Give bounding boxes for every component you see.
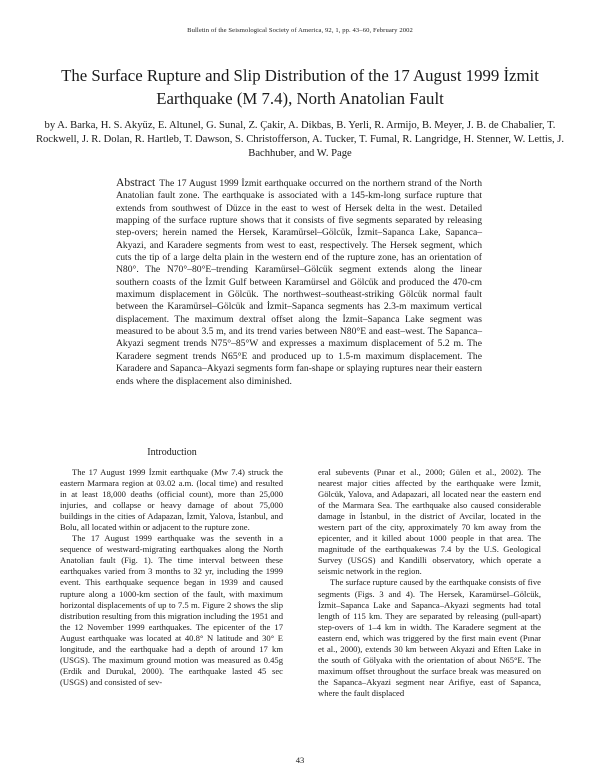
abstract-text: The 17 August 1999 İzmit earthquake occurred on the northern strand of the North Anatolian fault zone. The earthquake is associated with a 145-km-long surface rupture that extends from southwest of Düzce in the east to west of Hersek delta in the west. Detailed mapping of the surface rupture shows that it consists of five segments separated by releasing step-overs; herein named the Hersek, Karamürsel–Gölcük, İzmit–Sapanca Lake, Sapanca–Akyazi, and Karadere segments from west to east, respectively. The Hersek segment, which cuts the tip of a large delta plain in the western end of the rupture zone, has an orientation of N80°. The N70°–80°E–trending Karamürsel–Gölcük segment extends along the linear southern coasts of the İzmit Gulf between Karamürsel and Gölcük and produced the 470-cm maximum displacement in Gölcük. The northwest–southeast-striking Gölcük normal fault between the Karamürsel–Gölcük and İzmit–Sapanca segments has 2.3-m maximum vertical displacement. The maximum dextral offset along the İzmit–Sapanca Lake segment was measured to be about 3.5 m, and its trend varies between N80°E and east–west. The Sapanca–Akyazi segment trends N75°–85°W and expresses a maximum displacement of 5.2 m. The Karadere segment trends N65°E and produced up to 1.5-m maximum displacement. The Karadere and Sapanca–Akyazi segments form fan-shape or splaying ruptures near their eastern ends where the displacement also diminished.	[116, 178, 482, 387]
right-paragraph-2: The surface rupture caused by the earthquake consists of five segments (Figs. 3 and 4). The Hersek, Karamürsel–Gölcük, İzmit–Sapanca Lake and Sapanca–Akyazi segments had total length of 115 km. They are separated by releasing (pull-apart) step-overs of 1–4 km in width. The Karadere segment at the eastern end, which was triggered by the first main event (Pınar et al., 2000), extends 30 km between Akyazi and Eften Lake in the south of Gölyaka with the orientation of about N65°E. The maximum offset throughout the surface break was measured on the Sapanca–Akyazi segment near Arifiye, east of Sapanca, where the fault displaced	[318, 577, 541, 698]
journal-header: Bulletin of the Seismological Society of America, 92, 1, pp. 43–60, February 2002	[187, 27, 413, 34]
left-paragraph-1: The 17 August 1999 İzmit earthquake (Mw 7.4) struck the eastern Marmara region at 03.02 a.m. (local time) and resulted in at least 18,000 deaths (official count), more than 25,000 injuries, and collapse or heavy damage of about 75,000 buildings in the cities of Adapazan, İzmit, Yalova, İstanbul, and Bolu, all located within or adjacent to the rupture zone.	[60, 467, 283, 533]
right-column	[318, 467, 541, 699]
author-list: by A. Barka, H. S. Akyüz, E. Altunel, G. Sunal, Z. Çakir, A. Dikbas, B. Yerli, R. Armijo, B. Meyer, J. B. de Chabalier, T. Rockwell, J. R. Dolan, R. Hartleb, T. Dawson, S. Christofferson, A. Tucker, T. Fumal, R. Langridge, H. Stenner, W. Lettis, J. Bachhuber, and W. Page	[35, 120, 565, 160]
right-paragraph-1: eral subevents (Pınar et al., 2000; Gülen et al., 2002). The nearest major cities affected by the earthquake were İzmit, Gölcük, Yalova, and Adapazari, all located near the eastern end of the Marmara Sea. The earthquake also caused considerable damage in İstanbul, in the district of Avcilar, located in the western part of the city, approximately 70 km away from the epicenter, and it killed about 1000 people in that area. The magnitude of the earthquakewas 7.4 by the U.S. Geological Survey (USGS) and Kandilli observatory, which operate a seismic network in the region.	[318, 467, 541, 577]
left-column	[60, 467, 283, 688]
paper-title: The Surface Rupture and Slip Distribution of the 17 August 1999 İzmit Earthquake (M 7.4), North Anatolian Fault	[61, 66, 539, 108]
page-number: 43	[295, 755, 305, 765]
left-paragraph-2: The 17 August 1999 earthquake was the seventh in a sequence of westward-migrating earthquakes along the North Anatolian fault (Fig. 1). The time interval between these earthquakes varied from 3 months to 32 yr, including the 1999 event. This earthquake sequence began in 1939 and caused rupture along a 1000-km section of the fault, with maximum horizontal displacements of up to 7.5 m. Figure 2 shows the slip distribution resulting from this migration including the 1951 and the 12 November 1999 earthquakes. The epicenter of the 17 August earthquake was located at 40.8° N latitude and 30° E longitude, and the earthquake had a depth of around 17 km (USGS). The maximum ground motion was measured as 0.45g (Erdik and Durukal, 2000). The earthquake lasted 45 sec (USGS) and consisted of sev-	[60, 533, 283, 687]
section-heading-introduction: Introduction	[147, 447, 197, 458]
abstract-block	[116, 177, 482, 388]
abstract-label: Abstract	[116, 176, 156, 189]
